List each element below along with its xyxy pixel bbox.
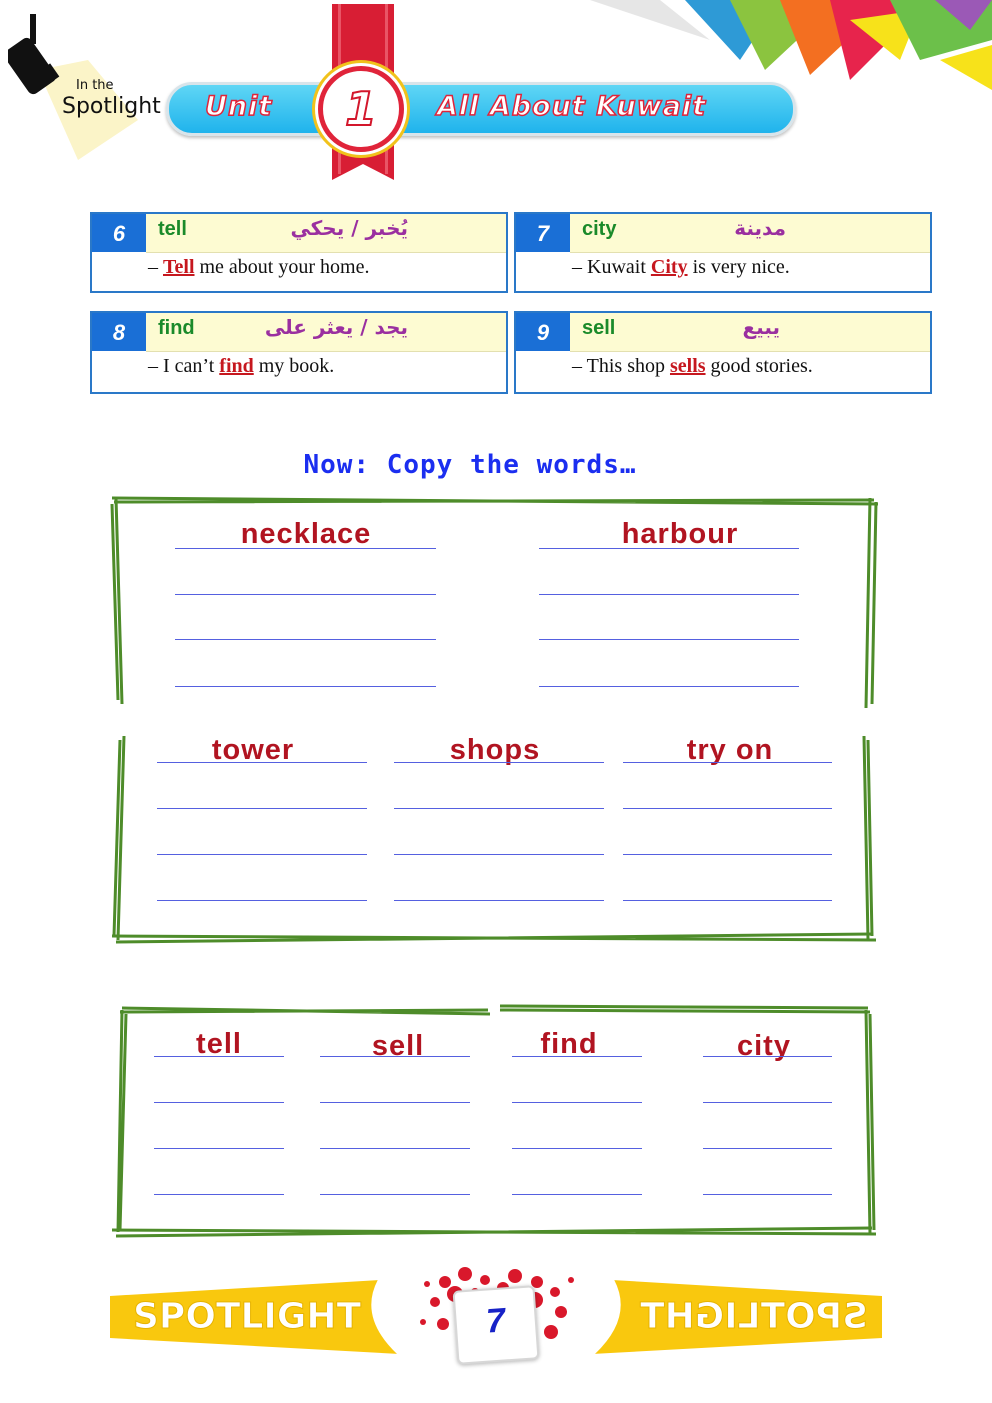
writing-line[interactable]: [512, 1194, 642, 1195]
writing-line[interactable]: [157, 762, 367, 763]
writing-line[interactable]: [623, 854, 832, 855]
vocab-card-tell: [90, 212, 508, 293]
vocab-header: [570, 214, 930, 253]
writing-line[interactable]: [154, 1056, 284, 1057]
writing-line[interactable]: [703, 1148, 832, 1149]
vocab-arabic: يُخبر / يحكي: [290, 216, 408, 240]
writing-line[interactable]: [157, 900, 367, 901]
vocab-header: [146, 214, 506, 253]
copy-word-try-on: try on: [686, 734, 774, 766]
writing-line[interactable]: [539, 639, 799, 640]
writing-line[interactable]: [512, 1056, 642, 1057]
writing-line[interactable]: [175, 639, 436, 640]
copy-word-sell: sell: [371, 1030, 425, 1062]
writing-line[interactable]: [175, 594, 436, 595]
page-number: 7: [484, 1301, 507, 1341]
writing-line[interactable]: [320, 1194, 470, 1195]
vocab-example-highlight: find: [219, 355, 254, 377]
copy-word-city: city: [737, 1030, 791, 1062]
copy-section-title: Now: Copy the words…: [303, 450, 637, 480]
writing-line[interactable]: [154, 1102, 284, 1103]
vocab-arabic: مدينة: [734, 216, 786, 240]
vocab-header: [146, 313, 506, 352]
vocab-number: 6: [92, 214, 146, 252]
footer-brand-left: SPOTLIGHT: [133, 1296, 362, 1337]
vocab-example: – I can’t find my book.: [148, 355, 335, 377]
vocab-arabic: يجد / يعثر على: [264, 315, 408, 339]
vocab-example-highlight: City: [650, 256, 688, 278]
copy-frame-top: [108, 494, 880, 946]
vocab-word: tell: [158, 218, 187, 240]
writing-line[interactable]: [320, 1056, 470, 1057]
writing-line[interactable]: [394, 854, 604, 855]
writing-line[interactable]: [154, 1194, 284, 1195]
vocab-word: sell: [582, 317, 616, 339]
page-number-card: [453, 1285, 540, 1365]
writing-line[interactable]: [157, 854, 367, 855]
vocab-word: city: [582, 218, 617, 240]
writing-line[interactable]: [539, 594, 799, 595]
vocab-word: find: [158, 317, 195, 339]
writing-line[interactable]: [623, 900, 832, 901]
copy-word-tell: tell: [196, 1028, 242, 1060]
unit-title: All About Kuwait: [437, 91, 707, 122]
spotlight-logo: [8, 10, 161, 160]
writing-line[interactable]: [623, 762, 832, 763]
logo-brand-text: Spotlight: [62, 94, 161, 119]
writing-line[interactable]: [320, 1102, 470, 1103]
footer-brand-right-mirrored: SPOTLIGHT: [640, 1296, 869, 1337]
writing-line[interactable]: [154, 1148, 284, 1149]
vocab-card-city: [514, 212, 932, 293]
writing-line[interactable]: [703, 1102, 832, 1103]
writing-line[interactable]: [512, 1148, 642, 1149]
vocab-card-sell: [514, 311, 932, 394]
unit-label: Unit: [205, 91, 273, 122]
copy-word-harbour: harbour: [621, 518, 739, 550]
writing-line[interactable]: [623, 808, 832, 809]
logo-small-text: In the: [76, 78, 114, 93]
writing-line[interactable]: [175, 548, 436, 549]
writing-line[interactable]: [320, 1148, 470, 1149]
writing-line[interactable]: [703, 1056, 832, 1057]
writing-line[interactable]: [512, 1102, 642, 1103]
writing-line[interactable]: [394, 762, 604, 763]
writing-line[interactable]: [394, 900, 604, 901]
writing-line[interactable]: [539, 686, 799, 687]
vocab-example-highlight: sells: [669, 355, 706, 377]
unit-banner: [166, 82, 796, 136]
vocab-example: – This shop sells good stories.: [572, 355, 813, 377]
copy-word-find: find: [540, 1028, 598, 1060]
writing-line[interactable]: [175, 686, 436, 687]
vocab-example: – Kuwait City is very nice.: [572, 256, 790, 278]
vocab-header: [570, 313, 930, 352]
unit-number-badge: 1: [318, 66, 404, 152]
copy-word-necklace: necklace: [240, 518, 372, 550]
vocab-card-find: [90, 311, 508, 394]
writing-line[interactable]: [539, 548, 799, 549]
writing-line[interactable]: [703, 1194, 832, 1195]
copy-word-shops: shops: [449, 734, 541, 766]
copy-word-tower: tower: [211, 734, 295, 766]
vocab-number: 8: [92, 313, 146, 351]
writing-line[interactable]: [394, 808, 604, 809]
vocab-example-highlight: Tell: [163, 256, 195, 278]
vocab-arabic: يبيع: [742, 315, 780, 339]
writing-line[interactable]: [157, 808, 367, 809]
vocab-number: 9: [516, 313, 570, 351]
vocab-number: 7: [516, 214, 570, 252]
vocab-example: – Tell me about your home.: [148, 256, 370, 278]
